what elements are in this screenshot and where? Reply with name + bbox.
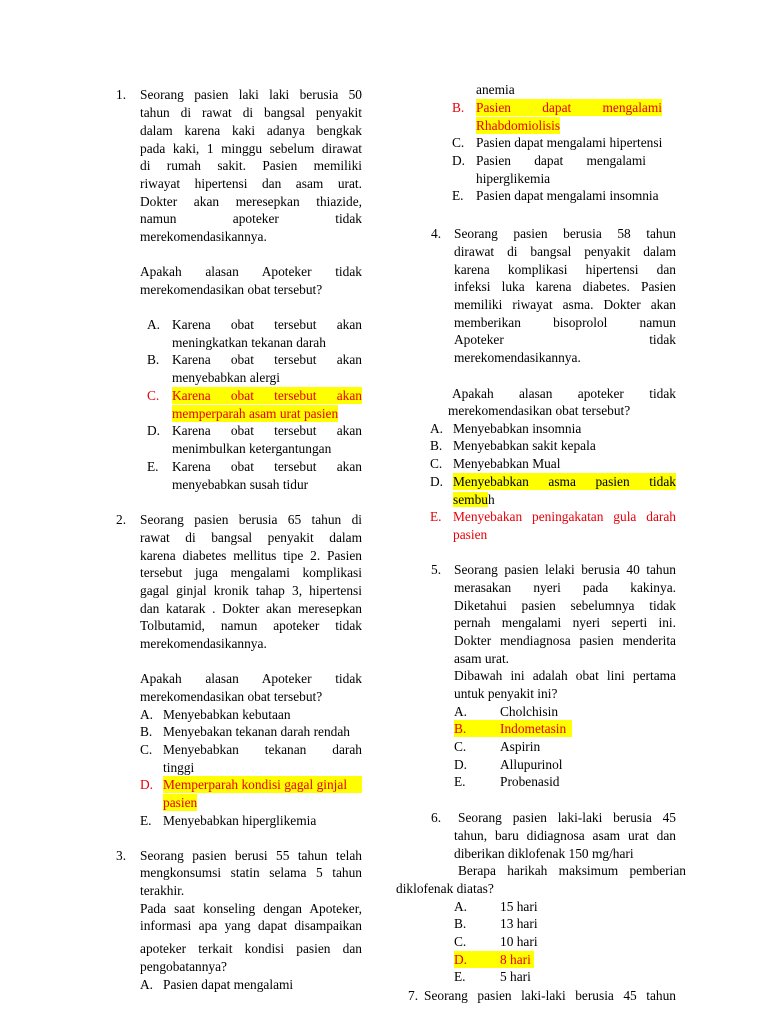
option-letter: C. [140, 742, 153, 757]
answer-letter: C. [147, 388, 160, 403]
stem-line: riwayat hipertensi dan asam urat. [140, 176, 362, 191]
option-b-text: Karena obat tersebut akan [172, 352, 362, 367]
stem-line: Dokter mendiagnosa pasien menderita [454, 633, 676, 648]
stem-line: Seorang pasien berusia 58 tahun [454, 226, 676, 241]
option-letter: C. [454, 739, 467, 754]
option-e-text: Pasien dapat mengalami insomnia [476, 188, 659, 203]
answer-letter: B. [452, 100, 465, 115]
option-a-text: Menyebabkan kebutaan [163, 707, 291, 722]
option-b-text: Menyebakan tekanan darah rendah [163, 724, 351, 739]
answer-letter-b: B. [454, 721, 467, 736]
option-b-text: Menyebabkan sakit kepala [453, 438, 596, 453]
option-letter: B. [140, 724, 153, 739]
question-number: 2. [116, 512, 127, 527]
option-letter: D. [430, 474, 444, 489]
question-number: 4. [431, 226, 442, 241]
stem-line: Tolbutamid, namun apoteker tidak [140, 618, 362, 633]
stem-line: informasi apa yang dapat disampaikan [140, 918, 362, 933]
stem-line: Apoteker tidak [454, 332, 676, 347]
question-number: 1. [116, 87, 127, 102]
stem-line: Dokter akan meresepkan thiazide, [140, 194, 362, 209]
option-a-text: Karena obat tersebut akan [172, 317, 362, 332]
option-letter: B. [454, 916, 467, 931]
option-d-answer-text: 8 hari [500, 952, 531, 967]
option-d-highlighted-text: Menyebabkan asma pasien tidak [453, 474, 676, 489]
option-c-text: Pasien dapat mengalami hipertensi [476, 135, 663, 150]
option-b-answer-text: Indometasin [500, 721, 567, 736]
option-a-text: Menyebabkan insomnia [453, 421, 582, 436]
option-c-text: Menyebabkan tekanan darah [163, 742, 362, 757]
question-number: 3. [116, 848, 127, 863]
option-e-text: menyebabkan susah tidur [172, 477, 309, 492]
option-c-answer-text: Karena obat tersebut akan [172, 388, 362, 403]
option-d-text: Pasien dapat mengalami [476, 153, 646, 168]
option-a-text: Pasien dapat mengalami [163, 977, 294, 992]
stem-line: gagal ginjal kronik tahap 3, hipertensi [140, 583, 362, 598]
option-b-text: menyebabkan alergi [172, 370, 280, 385]
question-prompt: merekomendasikan obat tersebut? [448, 403, 631, 418]
stem-line: namun apoteker tidak [140, 211, 362, 226]
stem-line: tahun, baru didiagnosa asam urat dan [454, 828, 676, 843]
option-a-text: 15 hari [500, 899, 538, 914]
option-c-text: Aspirin [500, 739, 541, 754]
option-letter: E. [454, 774, 466, 789]
stem-line: karena komplikasi hipertensi dan [454, 262, 676, 277]
stem-line: Pada saat konseling dengan Apoteker, [140, 901, 362, 916]
answer-letter: E. [430, 509, 442, 524]
option-letter: E. [147, 459, 159, 474]
stem-line: merasakan nyeri pada kakinya. [454, 580, 676, 595]
answer-letter: D. [140, 777, 154, 792]
stem-line: merekomendasikannya. [140, 636, 267, 651]
option-c-text: 10 hari [500, 934, 538, 949]
question-prompt: merekomendasikan obat tersebut? [140, 689, 323, 704]
option-letter: E. [454, 969, 466, 984]
stem-line: Dibawah ini adalah obat lini pertama [454, 668, 676, 683]
stem-line: karena diabetes mellitus tipe 2. Pasien [140, 548, 362, 563]
option-d-text: Karena obat tersebut akan [172, 423, 362, 438]
stem-line: memiliki riwayat asma. Dokter akan [454, 297, 676, 312]
stem-line: terakhir. [140, 883, 185, 898]
stem-line: infeksi luka karena diabetes. Pasien [454, 279, 676, 294]
option-letter: E. [452, 188, 464, 203]
stem-line: rawat di bangsal penyakit dalam [140, 530, 362, 545]
option-a-text: anemia [476, 82, 515, 97]
option-e-text: Karena obat tersebut akan [172, 459, 362, 474]
question-number: 7. [408, 988, 419, 1003]
option-letter: A. [454, 899, 468, 914]
option-letter: C. [452, 135, 465, 150]
stem-line: tersebut juga mengalami komplikasi [140, 565, 362, 580]
stem-line: Seorang pasien laki-laki berusia 45 tahun [424, 988, 676, 1003]
option-e-text: Probenasid [500, 774, 560, 789]
option-d-highlighted-text [453, 491, 495, 508]
option-d-text: Allupurinol [500, 757, 563, 772]
question-number: 6. [431, 810, 442, 825]
stem-line: pengobatannya? [140, 959, 227, 974]
stem-line: Seorang pasien lelaki berusia 40 tahun [454, 562, 676, 577]
stem-line: dan katarak . Dokter akan meresepkan [140, 601, 362, 616]
option-letter: B. [430, 438, 443, 453]
stem-line: pernah mengalami nyeri seperti ini. [454, 615, 676, 630]
option-letter: D. [147, 423, 161, 438]
stem-line: apoteker terkait kondisi pasien dan [140, 941, 362, 956]
stem-line: diberikan diklofenak 150 mg/hari [454, 846, 634, 861]
stem-line: Diketahui pasien sebelumnya tidak [454, 598, 676, 613]
stem-line: Seorang pasien laki-laki berusia 45 [458, 810, 676, 825]
unhighlighted-fragment: h [487, 492, 495, 507]
option-letter: A. [147, 317, 161, 332]
answer-letter-d: D. [454, 952, 468, 967]
option-c-text: tinggi [163, 760, 195, 775]
stem-line: diklofenak diatas? [396, 881, 494, 896]
option-b-answer-text: Pasien dapat mengalami [476, 100, 662, 115]
stem-line: dirawat di bangsal penyakit dalam [454, 244, 676, 259]
option-d-answer-text: pasien [163, 795, 198, 810]
option-a-text: meningkatkan tekanan darah [172, 335, 326, 350]
option-e-text: Menyebabkan hiperglikemia [163, 813, 317, 828]
question-number: 5. [431, 562, 442, 577]
option-b-answer-text: Rhabdomiolisis [476, 118, 561, 133]
option-e-text: 5 hari [500, 969, 531, 984]
stem-line: tahun di rawat di bangsal penyakit [140, 105, 362, 120]
stem-line: merekomendasikannya. [454, 350, 581, 365]
stem-line: untuk penyakit ini? [454, 686, 558, 701]
option-letter: D. [454, 757, 468, 772]
option-letter: B. [147, 352, 160, 367]
question-prompt: merekomendasikan obat tersebut? [140, 282, 323, 297]
stem-line: Seorang pasien laki laki berusia 50 [140, 87, 362, 102]
answer-letter [454, 720, 572, 737]
stem-line: asam urat. [454, 651, 510, 666]
stem-line: merekomendasikannya. [140, 229, 267, 244]
option-c-answer-text: memperparah asam urat pasien [172, 406, 339, 421]
answer-letter [454, 951, 534, 968]
stem-line: Berapa harikah maksimum pemberian [458, 863, 686, 878]
stem-line: dalam karena kaki adanya bengkak [140, 123, 362, 138]
option-e-answer-text: pasien [453, 527, 488, 542]
option-letter: A. [140, 707, 154, 722]
option-letter: C. [430, 456, 443, 471]
option-d-text: hiperglikemia [476, 171, 551, 186]
stem-line: pada kaki, 1 minggu sebelum dirawat [140, 141, 362, 156]
stem-line: mengkonsumsi statin selama 5 tahun [140, 865, 362, 880]
option-e-answer-text: Menyebakan peningakatan gula darah [453, 509, 676, 524]
question-prompt: Apakah alasan apoteker tidak [452, 386, 676, 401]
stem-line: Seorang pasien berusia 65 tahun di [140, 512, 362, 527]
option-d-text: menimbulkan ketergantungan [172, 441, 332, 456]
stem-line: Seorang pasien berusi 55 tahun telah [140, 848, 362, 863]
option-letter: A. [140, 977, 154, 992]
option-letter: E. [140, 813, 152, 828]
option-b-text: 13 hari [500, 916, 538, 931]
option-d-answer-text: Memperparah kondisi gagal ginjal [163, 776, 362, 793]
option-letter: A. [454, 704, 468, 719]
option-letter: D. [452, 153, 466, 168]
question-prompt: Apakah alasan Apoteker tidak [140, 671, 362, 686]
stem-line: di rumah sakit. Pasien memiliki [140, 158, 362, 173]
highlighted-fragment: sembu [453, 492, 488, 507]
option-c-text: Menyebabkan Mual [453, 456, 561, 471]
stem-line: memberikan bisoprolol namun [454, 315, 676, 330]
option-a-text: Cholchisin [500, 704, 559, 719]
option-letter: C. [454, 934, 467, 949]
option-letter: A. [430, 421, 444, 436]
question-prompt: Apakah alasan Apoteker tidak [140, 264, 362, 279]
